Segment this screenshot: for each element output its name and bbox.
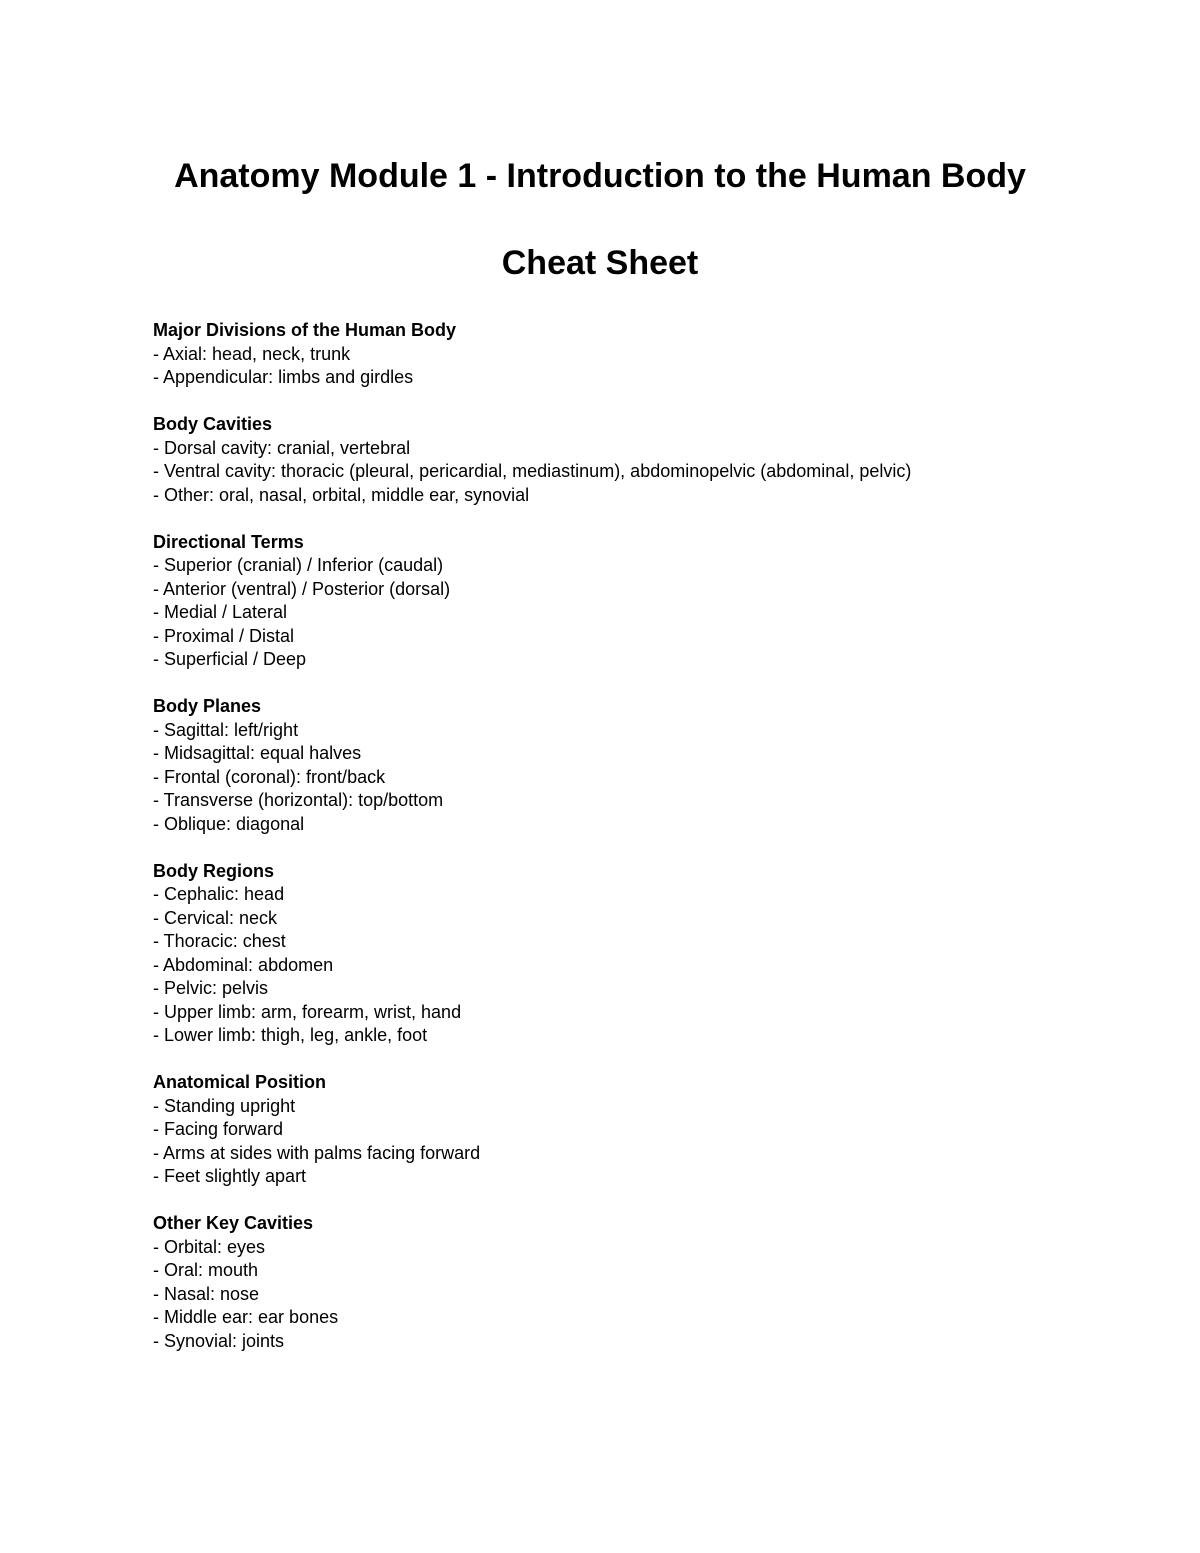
section-list (153, 719, 1133, 837)
list-item: - Abdominal: abdomen (153, 954, 334, 975)
section-body-planes (153, 695, 1133, 836)
list-item: - Facing forward (153, 1119, 284, 1139)
section-list (153, 883, 1133, 1048)
list-item: - Anterior (ventral) / Posterior (dorsal) (153, 578, 451, 599)
section-heading: Body Regions (153, 860, 275, 881)
list-item: - Medial / Lateral (153, 602, 288, 622)
list-item: - Upper limb: arm, forearm, wrist, hand (153, 1001, 462, 1022)
list-item: - Nasal: nose (153, 1283, 260, 1304)
list-item: - Orbital: eyes (153, 1236, 266, 1257)
section-list (153, 1095, 1133, 1189)
section-body-regions (153, 860, 1133, 1048)
list-item: - Middle ear: ear bones (153, 1307, 339, 1327)
section-anatomical-position (153, 1071, 1133, 1189)
section-directional-terms (153, 531, 1133, 672)
list-item: - Synovial: joints (153, 1330, 285, 1351)
section-body-cavities (153, 413, 1133, 507)
list-item: - Arms at sides with palms facing forward (153, 1142, 481, 1163)
list-item: - Oral: mouth (153, 1260, 259, 1280)
section-list (153, 343, 1133, 390)
list-item: - Cervical: neck (153, 907, 278, 928)
list-item: - Transverse (horizontal): top/bottom (153, 790, 444, 810)
list-item: - Frontal (coronal): front/back (153, 766, 386, 787)
list-item: - Oblique: diagonal (153, 813, 305, 834)
section-list (153, 437, 1133, 508)
list-item: - Superior (cranial) / Inferior (caudal) (153, 555, 444, 575)
list-item: - Feet slightly apart (153, 1166, 307, 1186)
section-list (153, 554, 1133, 672)
list-item: - Ventral cavity: thoracic (pleural, pericardial, mediastinum), abdominopelvic (abdominal, pelvic) (153, 461, 912, 481)
list-item: - Lower limb: thigh, leg, ankle, foot (153, 1025, 428, 1045)
list-item: - Other: oral, nasal, orbital, middle ear, synovial (153, 484, 530, 505)
section-heading: Directional Terms (153, 531, 304, 552)
section-major-divisions (153, 319, 1133, 390)
list-item: - Appendicular: limbs and girdles (153, 367, 414, 387)
section-list (153, 1236, 1133, 1354)
section-other-key-cavities (153, 1212, 1133, 1353)
list-item: - Superficial / Deep (153, 649, 307, 669)
list-item: - Axial: head, neck, trunk (153, 343, 351, 364)
list-item: - Proximal / Distal (153, 625, 295, 646)
list-item: - Pelvic: pelvis (153, 978, 269, 998)
list-item: - Thoracic: chest (153, 931, 286, 951)
section-heading: Body Planes (153, 696, 262, 716)
list-item: - Midsagittal: equal halves (153, 743, 362, 763)
section-heading: Anatomical Position (153, 1072, 327, 1092)
list-item: - Sagittal: left/right (153, 719, 299, 740)
section-heading: Body Cavities (153, 414, 273, 434)
section-heading: Major Divisions of the Human Body (153, 320, 457, 340)
section-heading: Other Key Cavities (153, 1213, 314, 1233)
list-item: - Dorsal cavity: cranial, vertebral (153, 437, 411, 458)
document-subtitle: Cheat Sheet (501, 244, 699, 282)
list-item: - Cephalic: head (153, 884, 285, 904)
document-title: Anatomy Module 1 - Introduction to the Human Body (174, 157, 1026, 195)
list-item: - Standing upright (153, 1095, 296, 1116)
document-body (153, 319, 1133, 1377)
